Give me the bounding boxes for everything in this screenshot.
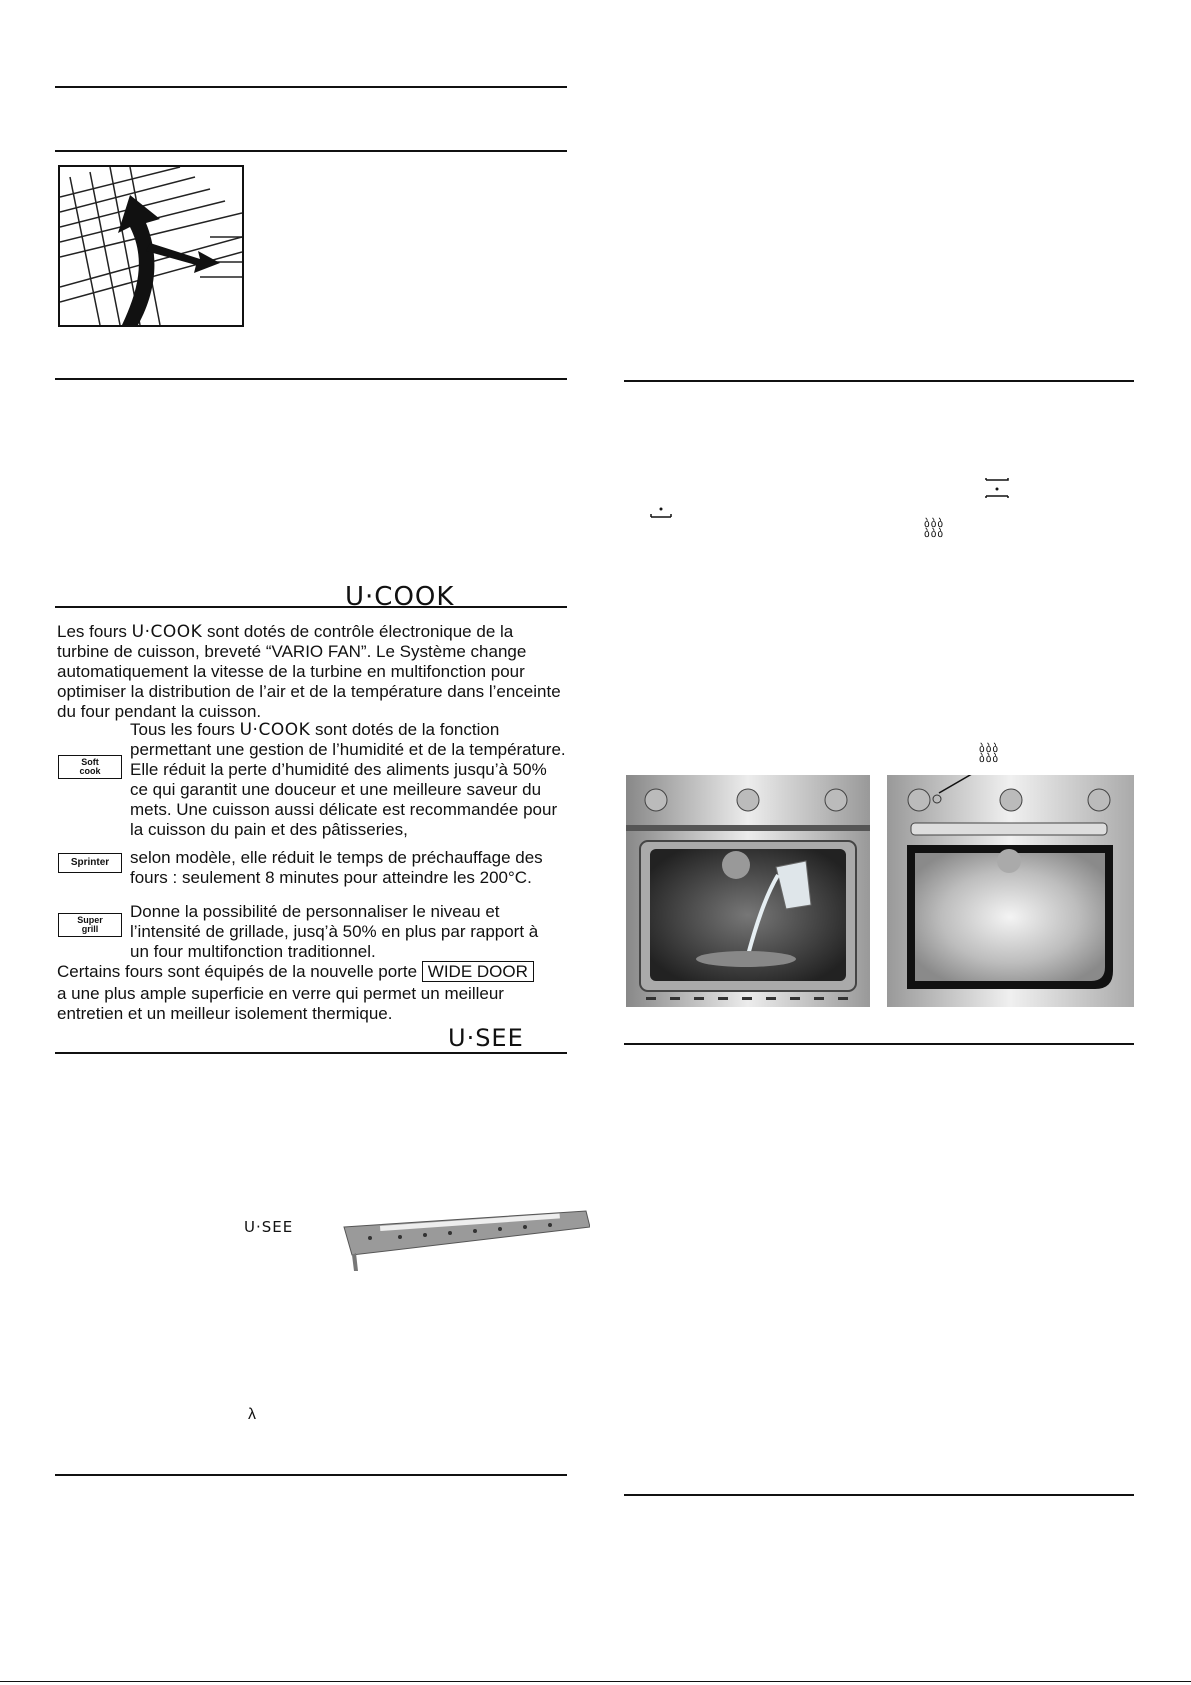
drops-row: ბბბ — [979, 753, 1000, 765]
ucook-inline-logo: U·COOK — [131, 622, 203, 642]
divider — [624, 380, 1134, 382]
divider — [624, 1043, 1134, 1045]
widedoor-text: Certains fours sont équipés de la nouvelle porte — [57, 962, 422, 981]
divider — [55, 1052, 567, 1054]
divider — [624, 1494, 1134, 1496]
supergrill-badge — [58, 913, 122, 937]
softcook-badge-top: Soft — [81, 757, 99, 767]
softcook-line: permettant une gestion de l’humidité et de la température. — [130, 740, 566, 759]
lambda-symbol: λ — [248, 1406, 256, 1423]
ucook-inline-logo: U·COOK — [239, 720, 311, 740]
u-see-bar-illustration — [340, 1205, 590, 1273]
rack-illustration-svg — [60, 167, 242, 325]
divider — [55, 86, 567, 88]
usee-logo: U·SEE — [448, 1024, 524, 1052]
supergrill-badge-bottom: grill — [81, 924, 99, 934]
widedoor-line: entretien et un meilleur isolement thermique. — [57, 1004, 393, 1023]
widedoor-line — [57, 962, 534, 982]
footer-rule — [0, 1681, 1191, 1682]
softcook-text: sont dotés de la fonction — [310, 720, 500, 739]
ucook-logo: U·COOK — [345, 582, 455, 612]
widedoor-line: a une plus ample superficie en verre qui permet un meilleur — [57, 984, 504, 1003]
ucook-intro-text: Les fours — [57, 622, 132, 641]
drops-row: ბბბ — [924, 518, 945, 530]
ucook-intro-line — [57, 622, 513, 642]
oven-steam-photo — [887, 775, 1134, 1007]
supergrill-line: Donne la possibilité de personnaliser le niveau et — [130, 902, 500, 921]
divider — [55, 1474, 567, 1476]
supergrill-badge-top: Super — [77, 915, 103, 925]
oven-top-svg — [984, 478, 1010, 500]
sprinter-line: fours : seulement 8 minutes pour atteindre les 200°C. — [130, 868, 532, 887]
ucook-intro-line: du four pendant la cuisson. — [57, 702, 262, 721]
oven-bottom-svg — [650, 503, 672, 521]
softcook-line: mets. Une cuisson aussi délicate est recommandée pour — [130, 800, 558, 819]
oven-photo-1-svg — [626, 775, 870, 1007]
sprinter-line: selon modèle, elle réduit le temps de préchauffage des — [130, 848, 543, 867]
softcook-line — [130, 720, 499, 740]
softcook-text: Tous les fours — [130, 720, 240, 739]
supergrill-line: l’intensité de grillade, jusq’à 50% en plus par rapport à — [130, 922, 539, 941]
widedoor-boxed-label: WIDE DOOR — [422, 961, 534, 982]
ucook-intro-line: automatiquement la vitesse de la turbine en multifonction pour — [57, 662, 525, 681]
drops-row: ბბბ — [924, 528, 945, 540]
ucook-intro-line: turbine de cuisson, breveté “VARIO FAN”. Le Système change — [57, 642, 527, 661]
softcook-badge-bottom: cook — [79, 766, 101, 776]
divider — [55, 150, 567, 152]
steam-drops-icon — [979, 744, 999, 764]
softcook-line: Elle réduit la perte d’humidité des aliments jusqu’à 50% — [130, 760, 547, 779]
softcook-line: ce qui garantit une douceur et une meilleure saveur du — [130, 780, 542, 799]
ucook-intro-line: optimiser la distribution de l’air et de la température dans l’enceinte — [57, 682, 561, 701]
oven-photo-2-svg — [887, 775, 1134, 1007]
oven-top-element-icon — [984, 478, 1010, 500]
rack-removal-illustration — [58, 165, 244, 327]
oven-bottom-element-icon — [650, 503, 672, 521]
usee-bar-svg — [340, 1205, 590, 1273]
sprinter-badge: Sprinter — [58, 853, 122, 873]
oven-water-pour-photo — [626, 775, 870, 1007]
ucook-intro-text: sont dotés de contrôle électronique de la — [202, 622, 514, 641]
softcook-badge — [58, 755, 122, 779]
steam-drops-icon — [924, 519, 944, 539]
supergrill-line: un four multifonction traditionnel. — [130, 942, 376, 961]
usee-small-logo: U·SEE — [244, 1218, 294, 1236]
divider — [55, 606, 567, 608]
divider — [55, 378, 567, 380]
drops-row: ბბბ — [979, 743, 1000, 755]
softcook-line: la cuisson du pain et des pâtisseries, — [130, 820, 408, 839]
